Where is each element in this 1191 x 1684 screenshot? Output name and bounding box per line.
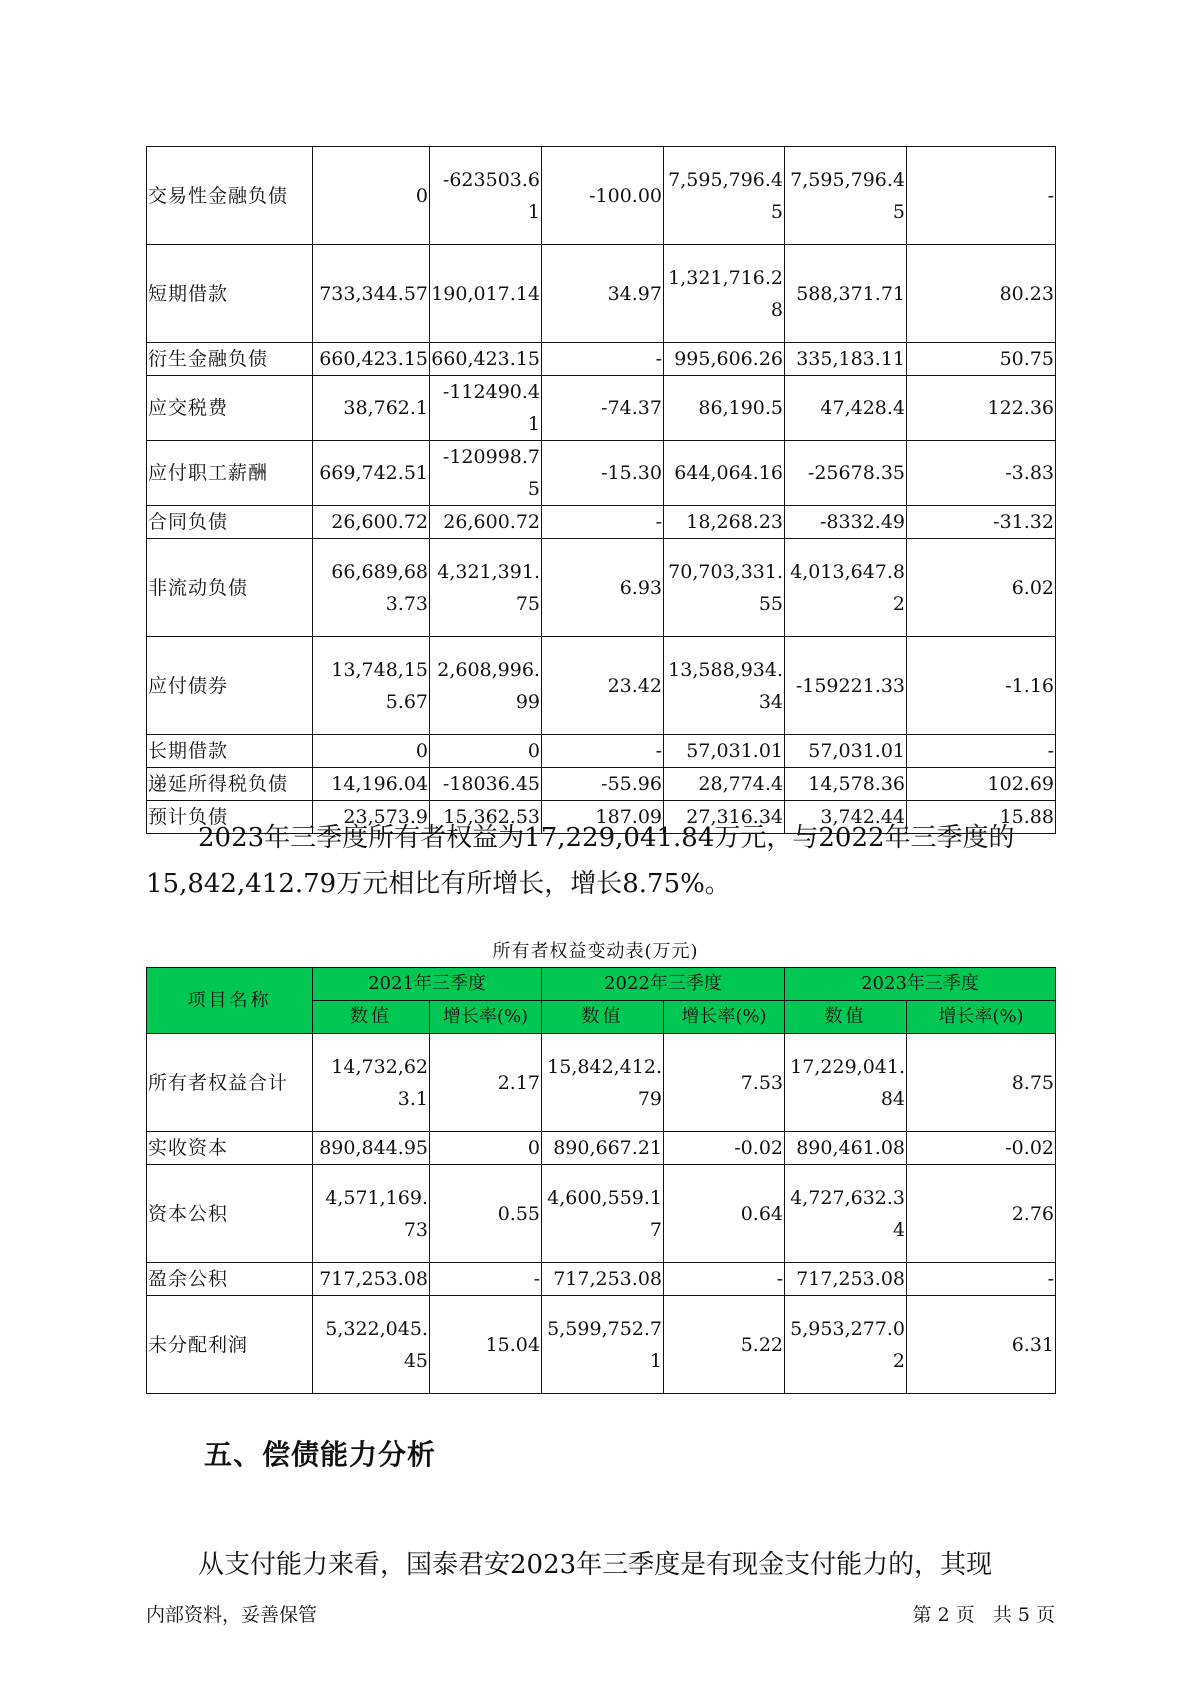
cell-value: 26,600.72 (313, 506, 430, 539)
cell-value: 660,423.15 (313, 343, 430, 376)
header-value: 数值 (785, 1001, 907, 1034)
cell-value: 890,844.95 (313, 1132, 430, 1165)
header-year-2023: 2023年三季度 (785, 968, 1056, 1001)
cell-value: -25678.35 (785, 441, 907, 506)
cell-value: 0.55 (430, 1165, 542, 1263)
cell-value: 995,606.26 (664, 343, 785, 376)
row-label: 合同负债 (147, 506, 313, 539)
solvency-paragraph: 从支付能力来看，国泰君安2023年三季度是有现金支付能力的，其现 (198, 1550, 993, 1580)
cell-value: 86,190.5 (664, 376, 785, 441)
cell-value: - (907, 1263, 1056, 1296)
cell-value: 34.97 (542, 245, 664, 343)
row-label: 递延所得税负债 (147, 768, 313, 801)
cell-value: 5,599,752.71 (542, 1296, 664, 1394)
cell-value: -120998.75 (430, 441, 542, 506)
cell-value: 644,064.16 (664, 441, 785, 506)
cell-value: 890,461.08 (785, 1132, 907, 1165)
table-row (147, 735, 1056, 768)
footer-confidential-note: 内部资料，妥善保管 (146, 1604, 318, 1626)
table-row (147, 376, 1056, 441)
row-label: 长期借款 (147, 735, 313, 768)
row-label: 应付债券 (147, 637, 313, 735)
cell-value: - (542, 735, 664, 768)
header-item-name: 项目名称 (147, 968, 313, 1034)
row-label: 非流动负债 (147, 539, 313, 637)
cell-value: -55.96 (542, 768, 664, 801)
cell-value: -623503.61 (430, 147, 542, 245)
cell-value: 15.04 (430, 1296, 542, 1394)
cell-value: 0 (313, 735, 430, 768)
header-year-2021: 2021年三季度 (313, 968, 542, 1001)
cell-value: 15,842,412.79 (542, 1034, 664, 1132)
equity-change-table (146, 967, 1056, 1394)
cell-value: 1,321,716.28 (664, 245, 785, 343)
cell-value: 588,371.71 (785, 245, 907, 343)
cell-value: 14,578.36 (785, 768, 907, 801)
cell-value: 0 (430, 1132, 542, 1165)
row-label: 实收资本 (147, 1132, 313, 1165)
table-row (147, 1132, 1056, 1165)
liability-change-table (146, 146, 1056, 834)
cell-value: 335,183.11 (785, 343, 907, 376)
row-label: 预计负债 (147, 801, 313, 834)
cell-value: 47,428.4 (785, 376, 907, 441)
header-value: 数值 (542, 1001, 664, 1034)
cell-value: 717,253.08 (313, 1263, 430, 1296)
cell-value: 6.31 (907, 1296, 1056, 1394)
cell-value: 6.02 (907, 539, 1056, 637)
table-caption: 所有者权益变动表(万元) (492, 941, 699, 962)
row-label: 交易性金融负债 (147, 147, 313, 245)
row-label: 应交税费 (147, 376, 313, 441)
cell-value: -0.02 (907, 1132, 1056, 1165)
cell-value: 6.93 (542, 539, 664, 637)
table-row (147, 768, 1056, 801)
cell-value: 4,600,559.17 (542, 1165, 664, 1263)
table-row (147, 1263, 1056, 1296)
row-label: 未分配利润 (147, 1296, 313, 1394)
table-row (147, 1165, 1056, 1263)
cell-value: 70,703,331.55 (664, 539, 785, 637)
cell-value: 17,229,041.84 (785, 1034, 907, 1132)
footer-page-number: 第 2 页 共 5 页 (912, 1604, 1055, 1626)
cell-value: 5.22 (664, 1296, 785, 1394)
cell-value: 0 (313, 147, 430, 245)
row-label: 衍生金融负债 (147, 343, 313, 376)
cell-value: 3,742.44 (785, 801, 907, 834)
cell-value: -159221.33 (785, 637, 907, 735)
table-row (147, 1034, 1056, 1132)
row-label: 所有者权益合计 (147, 1034, 313, 1132)
cell-value: -3.83 (907, 441, 1056, 506)
cell-value: 0 (430, 735, 542, 768)
cell-value: 7,595,796.45 (785, 147, 907, 245)
header-row (147, 968, 1056, 1001)
row-label: 短期借款 (147, 245, 313, 343)
cell-value: - (430, 1263, 542, 1296)
cell-value: 57,031.01 (785, 735, 907, 768)
section-heading: 五、偿债能力分析 (204, 1438, 437, 1471)
cell-value: 23.42 (542, 637, 664, 735)
cell-value: 4,321,391.75 (430, 539, 542, 637)
header-rate: 增长率(%) (907, 1001, 1056, 1034)
cell-value: - (907, 735, 1056, 768)
table-row (147, 506, 1056, 539)
header-rate: 增长率(%) (430, 1001, 542, 1034)
cell-value: 122.36 (907, 376, 1056, 441)
cell-value: -8332.49 (785, 506, 907, 539)
cell-value: 80.23 (907, 245, 1056, 343)
cell-value: 717,253.08 (542, 1263, 664, 1296)
table-row (147, 245, 1056, 343)
row-label: 盈余公积 (147, 1263, 313, 1296)
cell-value: - (542, 506, 664, 539)
cell-value: 18,268.23 (664, 506, 785, 539)
cell-value: 5,322,045.45 (313, 1296, 430, 1394)
cell-value: 15,362.53 (430, 801, 542, 834)
cell-value: 27,316.34 (664, 801, 785, 834)
equity-summary-paragraph: 2023年三季度所有者权益为17,229,041.84万元，与2022年三季度的15,842,412.79万元相比有所增长，增长8.75%。 (146, 823, 1015, 899)
cell-value: 4,727,632.34 (785, 1165, 907, 1263)
cell-value: 38,762.1 (313, 376, 430, 441)
cell-value: 7,595,796.45 (664, 147, 785, 245)
cell-value: 717,253.08 (785, 1263, 907, 1296)
cell-value: -1.16 (907, 637, 1056, 735)
table-row (147, 1296, 1056, 1394)
table-row (147, 637, 1056, 735)
table-row (147, 539, 1056, 637)
cell-value: 7.53 (664, 1034, 785, 1132)
cell-value: 733,344.57 (313, 245, 430, 343)
cell-value: - (542, 343, 664, 376)
cell-value: 660,423.15 (430, 343, 542, 376)
cell-value: 26,600.72 (430, 506, 542, 539)
cell-value: - (907, 147, 1056, 245)
cell-value: 2.76 (907, 1165, 1056, 1263)
cell-value: 190,017.14 (430, 245, 542, 343)
cell-value: 4,013,647.82 (785, 539, 907, 637)
cell-value: -15.30 (542, 441, 664, 506)
row-label: 应付职工薪酬 (147, 441, 313, 506)
cell-value: -18036.45 (430, 768, 542, 801)
cell-value: 13,748,155.67 (313, 637, 430, 735)
cell-value: 15.88 (907, 801, 1056, 834)
cell-value: - (664, 1263, 785, 1296)
cell-value: 187.09 (542, 801, 664, 834)
table-row (147, 441, 1056, 506)
cell-value: 669,742.51 (313, 441, 430, 506)
cell-value: 2.17 (430, 1034, 542, 1132)
cell-value: 14,196.04 (313, 768, 430, 801)
cell-value: -112490.41 (430, 376, 542, 441)
header-year-2022: 2022年三季度 (542, 968, 785, 1001)
cell-value: 4,571,169.73 (313, 1165, 430, 1263)
cell-value: 57,031.01 (664, 735, 785, 768)
cell-value: 23,573.9 (313, 801, 430, 834)
cell-value: 66,689,683.73 (313, 539, 430, 637)
cell-value: 0.64 (664, 1165, 785, 1263)
cell-value: 102.69 (907, 768, 1056, 801)
cell-value: 2,608,996.99 (430, 637, 542, 735)
table-row (147, 147, 1056, 245)
cell-value: -31.32 (907, 506, 1056, 539)
cell-value: -100.00 (542, 147, 664, 245)
cell-value: 5,953,277.02 (785, 1296, 907, 1394)
cell-value: 13,588,934.34 (664, 637, 785, 735)
row-label: 资本公积 (147, 1165, 313, 1263)
header-value: 数值 (313, 1001, 430, 1034)
cell-value: 890,667.21 (542, 1132, 664, 1165)
table-row (147, 343, 1056, 376)
cell-value: 14,732,623.1 (313, 1034, 430, 1132)
cell-value: -0.02 (664, 1132, 785, 1165)
cell-value: 50.75 (907, 343, 1056, 376)
cell-value: 8.75 (907, 1034, 1056, 1132)
cell-value: -74.37 (542, 376, 664, 441)
cell-value: 28,774.4 (664, 768, 785, 801)
header-rate: 增长率(%) (664, 1001, 785, 1034)
